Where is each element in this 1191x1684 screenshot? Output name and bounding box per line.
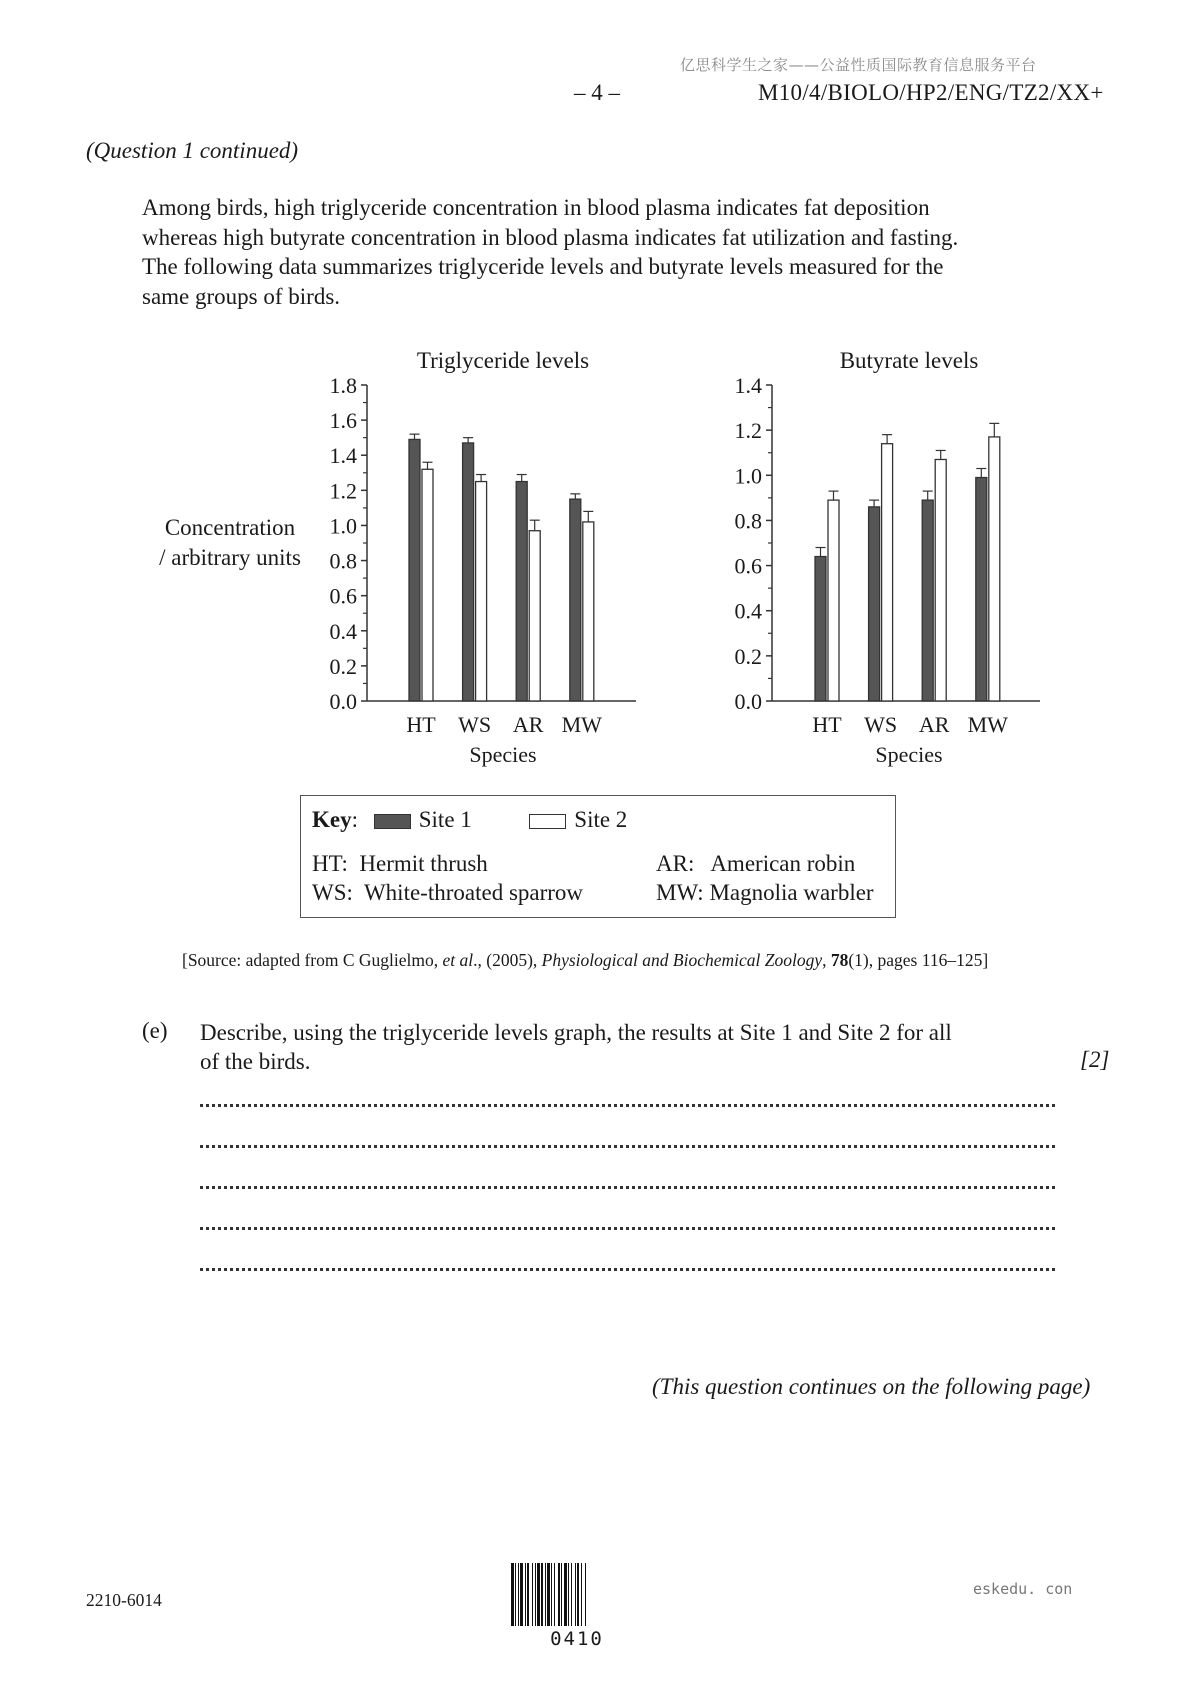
question-e-line: Describe, using the triglyceride levels graph, the results at Site 1 and Site 2 for all [200,1020,952,1045]
intro-line: Among birds, high triglyceride concentration in blood plasma indicates fat deposition [142,195,930,220]
x-tick-label: HT [406,712,436,737]
y-tick-label: 0.2 [329,653,357,679]
paper-code: M10/4/BIOLO/HP2/ENG/TZ2/XX+ [758,80,1104,105]
x-tick-label: MW [561,712,602,737]
legend-ht: HT: Hermit thrush [312,851,488,876]
y-tick-label: 1.4 [329,443,357,469]
barcode-bar [561,1563,562,1626]
site1-bar-mw [976,478,987,701]
answer-line[interactable] [200,1182,1055,1189]
x-tick-label: HT [812,712,842,737]
y-axis-label-line1: Concentration [164,515,296,540]
y-tick-label: 1.6 [329,408,357,434]
y-tick-label: 0.6 [734,553,762,579]
barcode-bar [532,1563,533,1626]
y-tick-label: 0.2 [734,643,762,669]
barcode-bar [520,1563,523,1626]
site2-bar-ws [476,482,487,701]
x-tick-label: AR [918,712,950,737]
barcode-bar [554,1563,555,1626]
intro-line: The following data summarizes triglyceride levels and butyrate levels measured for the [142,254,944,279]
barcode-bar [537,1563,540,1626]
site1-bar-ws [463,443,474,701]
y-tick-label: 1.0 [734,463,762,489]
y-tick-label: 0.4 [329,618,357,644]
x-tick-label: WS [458,712,492,737]
legend-site2: Site 2 [574,807,628,832]
y-tick-label: 1.4 [734,373,762,398]
intro-line: same groups of birds. [142,283,341,309]
barcode-bar [525,1563,526,1626]
intro-line: whereas high butyrate concentration in blood plasma indicates fat utilization and fasting. [142,224,959,250]
y-tick-label: 1.2 [734,418,762,444]
site2-bar-ht [828,500,839,701]
barcode-bar [541,1563,543,1626]
source-comma: , [822,950,831,970]
barcode-bar [551,1563,552,1626]
site1-bar-ar [922,500,933,701]
y-tick-label: 1.8 [329,373,357,398]
chart-title: Butyrate levels [839,348,979,373]
question-e-line: of the birds. [200,1049,311,1074]
source-mid: ., (2005), [473,950,542,970]
question-e-label: (e) [142,1018,168,1043]
site2-bar-mw [583,522,594,701]
answer-line[interactable] [200,1264,1055,1271]
butyrate-chart [735,348,1041,767]
site2-bar-ar [529,531,540,701]
chart-title: Triglyceride levels [416,348,590,373]
y-axis-label-line2: / arbitrary units [159,545,301,570]
y-tick-label: 1.2 [329,478,357,504]
barcode-bar [545,1563,546,1626]
x-tick-label: AR [512,712,544,737]
site1-bar-ht [815,557,826,701]
source-journal: Physiological and Biochemical Zoology [541,950,823,970]
continues-note: (This question continues on the following page) [652,1374,1091,1399]
y-tick-label: 1.0 [329,513,357,539]
site-watermark: eskedu. con [973,1580,1073,1598]
barcode-bar [577,1563,579,1626]
legend-key-colon: : [351,807,358,832]
source-citation [182,950,988,971]
barcode-bar [547,1563,550,1626]
barcode-bar [564,1563,567,1626]
answer-line[interactable] [200,1100,1055,1107]
legend-mw: MW: Magnolia warbler [656,880,874,905]
site2-swatch [529,814,566,829]
question-continued: (Question 1 continued) [86,138,299,163]
y-tick-label: 0.0 [734,689,762,714]
y-tick-label: 0.4 [734,598,762,624]
x-tick-label: MW [967,712,1008,737]
question-e-text [200,1018,1055,1076]
x-axis-label: Species [875,742,943,767]
legend-key-row [312,807,627,833]
x-axis-label: Species [469,742,537,767]
barcode-bar [511,1563,514,1626]
footer-code: 2210-6014 [86,1590,162,1610]
y-tick-label: 0.0 [329,689,357,714]
y-tick-label: 0.6 [329,583,357,609]
site1-bar-mw [570,499,581,701]
source-suffix: (1), pages 116–125] [848,950,989,970]
y-tick-label: 0.8 [329,548,357,574]
source-etal: et al [442,950,474,970]
site2-bar-ht [422,469,433,701]
legend-ar: AR: American robin [656,851,856,876]
legend-site1: Site 1 [418,807,472,832]
legend-ws: WS: White-throated sparrow [312,880,584,905]
legend-box [300,795,896,918]
site2-bar-ar [935,459,946,701]
page-number: – 4 – [574,80,620,105]
watermark-text: 亿思科学生之家——公益性质国际教育信息服务平台 [680,56,1037,74]
y-tick-label: 0.8 [734,508,762,534]
barcode-bar [558,1563,560,1626]
x-tick-label: WS [864,712,898,737]
barcode-bar [581,1563,582,1626]
barcode-bar [515,1563,516,1626]
barcode-bar [575,1563,576,1626]
site2-bar-mw [989,437,1000,701]
answer-line[interactable] [200,1223,1055,1230]
site2-bar-ws [882,444,893,701]
charts-figure [0,0,1191,790]
site1-bar-ht [409,439,420,701]
barcode-bar [585,1563,586,1626]
barcode-bar [571,1563,572,1626]
barcode-bar [518,1563,519,1626]
answer-line[interactable] [200,1141,1055,1148]
site1-bar-ws [869,507,880,701]
question-e-marks: [2] [1080,1047,1110,1072]
source-volume: 78 [830,950,849,970]
legend-key-label: Key [312,807,352,832]
barcode-bar [535,1563,536,1626]
source-prefix: [Source: adapted from C Guglielmo, [182,950,443,970]
barcode-bar [527,1563,529,1626]
site1-swatch [374,814,411,829]
barcode-number: 0410 [550,1628,604,1650]
site1-bar-ar [516,482,527,701]
triglyceride-chart [330,348,637,767]
barcode-bar [568,1563,569,1626]
barcode-icon [511,1563,643,1626]
